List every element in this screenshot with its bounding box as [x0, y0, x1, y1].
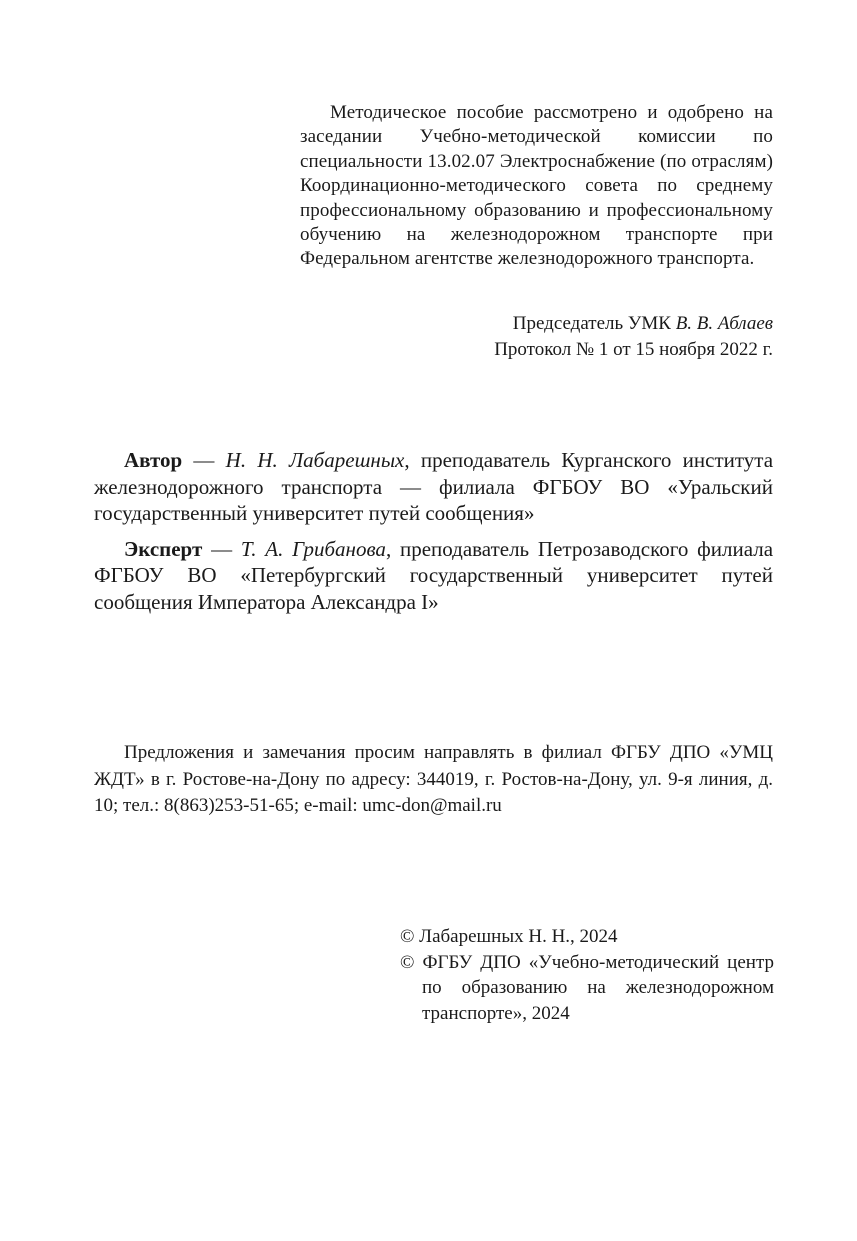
- expert-dash: —: [202, 536, 241, 561]
- copyright-author: © Лабарешных Н. Н., 2024: [400, 926, 618, 947]
- author-dash: —: [182, 448, 226, 472]
- author-role: Автор: [124, 448, 183, 472]
- expert-role: Эксперт: [124, 536, 203, 561]
- protocol-line: Протокол № 1 от 15 ноября 2022 г.: [494, 338, 773, 360]
- expert-name: Т. А. Грибанова: [240, 536, 386, 561]
- expert-paragraph: [94, 536, 773, 616]
- chair-line: [494, 311, 773, 337]
- chair-name: В. В. Аблаев: [675, 313, 773, 334]
- author-description: , преподаватель Курганского института железнодорожного транспорта — филиала ФГБОУ ВО «Уральский государственный университет путей сообщения»: [94, 448, 774, 525]
- author-paragraph: [94, 447, 773, 527]
- credits-section: [94, 447, 773, 624]
- chair-prefix: Председатель УМК: [512, 313, 676, 334]
- copyright-publisher: © ФГБУ ДПО «Учебно-методический центр по образованию на железнодорожном транспорте», 2024: [400, 951, 774, 1025]
- author-name: Н. Н. Лабарешных: [225, 448, 405, 472]
- commission-chair-block: [494, 311, 773, 362]
- approval-note: Методическое пособие рассмотрено и одобрено на заседании Учебно-методической комиссии по специальности 13.02.07 Электроснабжение (по отраслям) Координационно-методического совета по среднему профессиональному образованию и профессиональному обучению на железнодорожном транспорте при Федеральном агентстве железнодорожного транспорта.: [300, 102, 773, 270]
- expert-description: , преподаватель Петрозаводского филиала ФГБОУ ВО «Петербургский государственный университет путей сообщения Императора Александра I»: [94, 536, 774, 614]
- feedback-contact: Предложения и замечания просим направлять в филиал ФГБУ ДПО «УМЦ ЖДТ» в г. Ростове-на-Дону по адресу: 344019, г. Ростов-на-Дону, ул. 9-я линия, д. 10; тел.: 8(863)253-51-65; e-mail: umc-don@mail.ru: [94, 742, 773, 816]
- copyright-block: [400, 924, 774, 1027]
